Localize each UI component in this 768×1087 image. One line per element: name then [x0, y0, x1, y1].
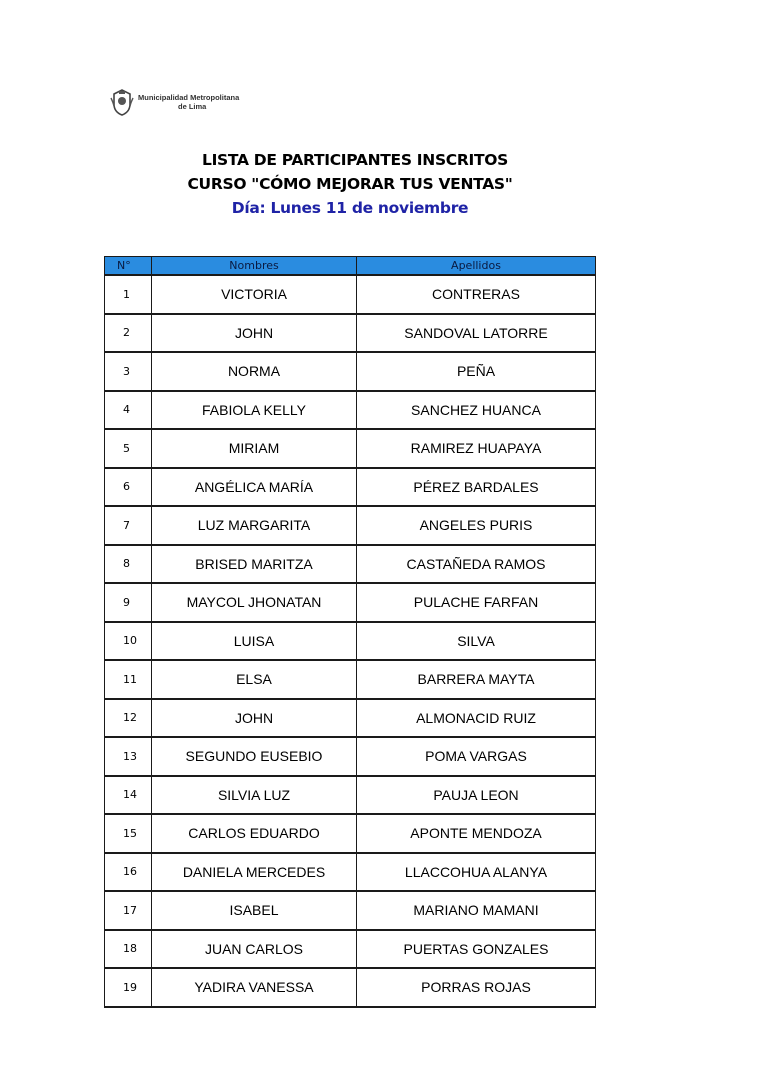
row-number: 4	[105, 391, 152, 430]
document-title-block	[100, 148, 600, 220]
table-row	[105, 622, 596, 661]
row-number: 1	[105, 275, 152, 314]
table-row	[105, 583, 596, 622]
first-names-cell: CARLOS EDUARDO	[152, 814, 357, 853]
first-names-cell: LUISA	[152, 622, 357, 661]
coat-of-arms-icon	[110, 88, 134, 116]
last-names-cell: PORRAS ROJAS	[357, 968, 596, 1007]
table-row	[105, 506, 596, 545]
first-names-cell: JOHN	[152, 314, 357, 353]
row-number: 9	[105, 583, 152, 622]
table-row	[105, 352, 596, 391]
first-names-cell: VICTORIA	[152, 275, 357, 314]
last-names-cell: POMA VARGAS	[357, 737, 596, 776]
row-number: 2	[105, 314, 152, 353]
last-names-cell: BARRERA MAYTA	[357, 660, 596, 699]
first-names-cell: DANIELA MERCEDES	[152, 853, 357, 892]
table-row	[105, 814, 596, 853]
first-names-cell: JUAN CARLOS	[152, 930, 357, 969]
table-row	[105, 737, 596, 776]
first-names-cell: BRISED MARITZA	[152, 545, 357, 584]
row-number: 17	[105, 891, 152, 930]
row-number: 12	[105, 699, 152, 738]
table-row	[105, 391, 596, 430]
table-row	[105, 776, 596, 815]
last-names-cell: MARIANO MAMANI	[357, 891, 596, 930]
last-names-cell: PÉREZ BARDALES	[357, 468, 596, 507]
first-names-cell: JOHN	[152, 699, 357, 738]
first-names-cell: MAYCOL JHONATAN	[152, 583, 357, 622]
table-row	[105, 468, 596, 507]
table-row	[105, 930, 596, 969]
last-names-cell: PUERTAS GONZALES	[357, 930, 596, 969]
municipality-logo	[110, 88, 239, 116]
first-names-cell: ELSA	[152, 660, 357, 699]
table-header-row	[105, 257, 596, 276]
first-names-cell: LUZ MARGARITA	[152, 506, 357, 545]
last-names-cell: SILVA	[357, 622, 596, 661]
table-body	[105, 275, 596, 1007]
row-number: 8	[105, 545, 152, 584]
row-number: 6	[105, 468, 152, 507]
org-name-line2: de Lima	[178, 102, 207, 111]
row-number: 18	[105, 930, 152, 969]
first-names-cell: SEGUNDO EUSEBIO	[152, 737, 357, 776]
first-names-cell: ANGÉLICA MARÍA	[152, 468, 357, 507]
first-names-cell: FABIOLA KELLY	[152, 391, 357, 430]
last-names-cell: PULACHE FARFAN	[357, 583, 596, 622]
column-header-number: N°	[105, 257, 152, 276]
row-number: 16	[105, 853, 152, 892]
row-number: 3	[105, 352, 152, 391]
list-title: LISTA DE PARTICIPANTES INSCRITOS	[202, 151, 508, 169]
row-number: 7	[105, 506, 152, 545]
table-row	[105, 275, 596, 314]
first-names-cell: MIRIAM	[152, 429, 357, 468]
first-names-cell: YADIRA VANESSA	[152, 968, 357, 1007]
course-title: CURSO "CÓMO MEJORAR TUS VENTAS"	[187, 175, 513, 193]
row-number: 10	[105, 622, 152, 661]
last-names-cell: ALMONACID RUIZ	[357, 699, 596, 738]
table-row	[105, 545, 596, 584]
column-header-last-names: Apellidos	[357, 257, 596, 276]
last-names-cell: APONTE MENDOZA	[357, 814, 596, 853]
session-date: Día: Lunes 11 de noviembre	[231, 199, 469, 217]
first-names-cell: ISABEL	[152, 891, 357, 930]
last-names-cell: RAMIREZ HUAPAYA	[357, 429, 596, 468]
row-number: 13	[105, 737, 152, 776]
last-names-cell: PEÑA	[357, 352, 596, 391]
table-row	[105, 699, 596, 738]
last-names-cell: CASTAÑEDA RAMOS	[357, 545, 596, 584]
table-row	[105, 968, 596, 1007]
row-number: 19	[105, 968, 152, 1007]
row-number: 5	[105, 429, 152, 468]
last-names-cell: LLACCOHUA ALANYA	[357, 853, 596, 892]
row-number: 14	[105, 776, 152, 815]
table-row	[105, 429, 596, 468]
row-number: 15	[105, 814, 152, 853]
participants-table	[104, 256, 596, 1008]
table-row	[105, 660, 596, 699]
table-row	[105, 853, 596, 892]
org-name-line1: Municipalidad Metropolitana	[138, 93, 240, 102]
last-names-cell: CONTRERAS	[357, 275, 596, 314]
last-names-cell: SANCHEZ HUANCA	[357, 391, 596, 430]
first-names-cell: NORMA	[152, 352, 357, 391]
table-row	[105, 891, 596, 930]
row-number: 11	[105, 660, 152, 699]
last-names-cell: SANDOVAL LATORRE	[357, 314, 596, 353]
last-names-cell: PAUJA LEON	[357, 776, 596, 815]
first-names-cell: SILVIA LUZ	[152, 776, 357, 815]
table-row	[105, 314, 596, 353]
column-header-first-names: Nombres	[152, 257, 357, 276]
last-names-cell: ANGELES PURIS	[357, 506, 596, 545]
